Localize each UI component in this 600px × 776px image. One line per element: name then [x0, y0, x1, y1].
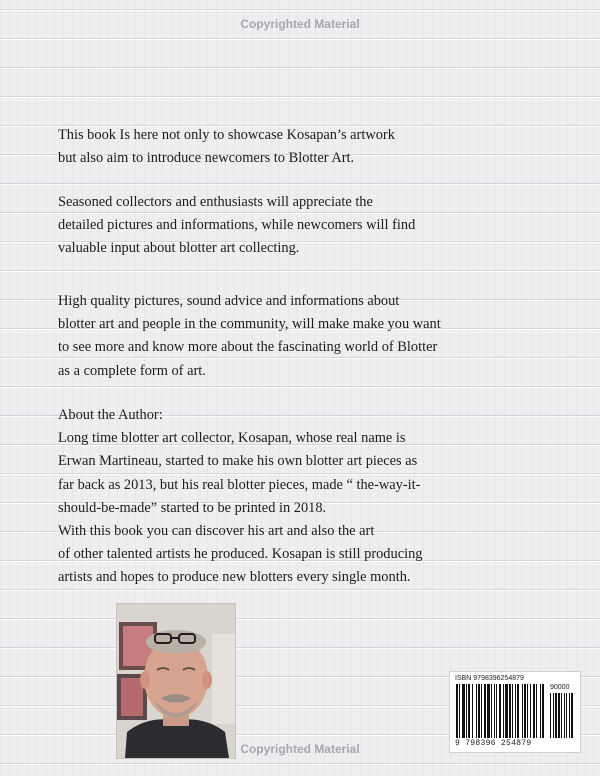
- text-line: Erwan Martineau, started to make his own blotter art pieces as: [58, 453, 418, 470]
- text-line: but also aim to introduce newcomers to Blotter Art.: [58, 150, 355, 167]
- text-line: far back as 2013, but his real blotter pieces, made “ the-way-it-: [58, 476, 421, 493]
- text-line: High quality pictures, sound advice and informations about: [58, 293, 400, 309]
- text-line: blotter art and people in the community, will make make you want: [58, 316, 441, 333]
- about-author-heading: About the Author:: [58, 407, 163, 423]
- watermark-top: Copyrighted Material: [240, 17, 360, 31]
- text-line: of other talented artists he produced. Kosapan is still producing: [58, 546, 423, 563]
- isbn-digits: 9 798396 254879: [455, 739, 532, 748]
- price-code: 90000: [550, 684, 570, 691]
- text-line: as a complete form of art.: [58, 362, 206, 379]
- text-line: Long time blotter art collector, Kosapan, whose real name is: [58, 430, 406, 447]
- collectors-paragraph: [58, 191, 578, 261]
- about-author-paragraph: [58, 404, 578, 590]
- watermark-bottom: Copyrighted Material: [240, 742, 360, 756]
- author-portrait-illustration: [117, 604, 235, 758]
- text-line: artists and hopes to produce new blotters every single month.: [58, 569, 411, 586]
- intro-paragraph: [58, 124, 578, 170]
- text-line: should-be-made” started to be printed in 2018.: [58, 499, 327, 516]
- author-photo: [116, 603, 236, 759]
- text-line: to see more and know more about the fascinating world of Blotter: [58, 339, 438, 356]
- text-line: This book Is here not only to showcase Kosapan’s artwork: [58, 127, 395, 143]
- text-line: detailed pictures and informations, while newcomers will find: [58, 217, 416, 234]
- isbn-barcode: [449, 671, 581, 753]
- text-line: With this book you can discover his art and also the art: [58, 523, 375, 540]
- isbn-label: ISBN 9798396254879: [455, 675, 524, 682]
- text-line: Seasoned collectors and enthusiasts will appreciate the: [58, 194, 373, 210]
- text-line: valuable input about blotter art collecting.: [58, 240, 300, 257]
- quality-paragraph: [58, 290, 578, 383]
